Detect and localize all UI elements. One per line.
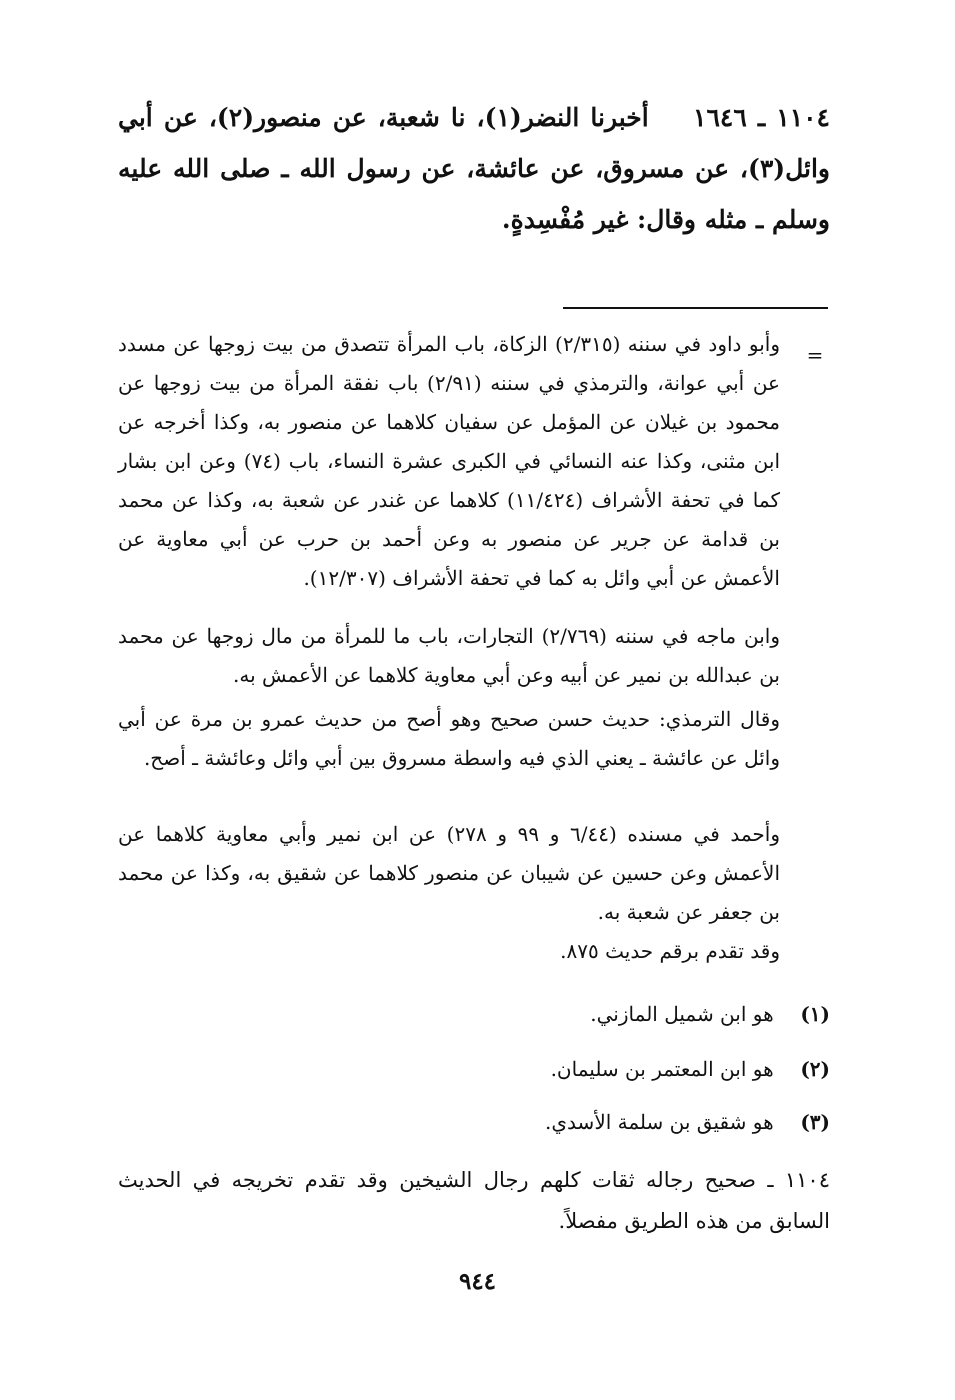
takhrij-cross-reference: وقد تقدم برقم حديث ٨٧٥.: [560, 939, 780, 963]
footnote-number: (٢): [800, 1057, 830, 1081]
hadith-text: [118, 92, 830, 245]
grading-note: ١١٠٤ ـ صحيح رجاله ثقات كلهم رجال الشيخين وقد تقدم تخريجه في الحديث السابق من هذه الطريق مفصلاً.: [118, 1168, 830, 1233]
continuation-marker: =: [806, 343, 824, 367]
takhrij-paragraph-3: وقال الترمذي: حديث حسن صحيح وهو أصح من حديث عمرو بن مرة عن أبي وائل عن عائشة ـ يعني الذي فيه واسطة مسروق بين أبي وائل وعائشة ـ أصح.: [118, 707, 780, 770]
footnote-number: (١): [800, 1002, 830, 1026]
footnote-number: (٣): [800, 1110, 830, 1134]
footnote-text: هو ابن المعتمر بن سليمان.: [550, 1057, 774, 1081]
takhrij-paragraph-2: وابن ماجه في سننه (٢/٧٦٩) التجارات، باب ما للمرأة من مال زوجها عن محمد بن عبدالله بن نمير عن أبيه وعن أبي معاوية كلاهما عن الأعمش به.: [118, 624, 780, 687]
hadith-body: أخبرنا النضر(١)، نا شعبة، عن منصور(٢)، عن أبي وائل(٣)، عن مسروق، عن عائشة، عن رسول الله ـ صلى الله عليه وسلم ـ مثله وقال: غير مُفْسِدةٍ.: [118, 103, 830, 234]
page-number: ٩٤٤: [458, 1268, 497, 1295]
footnote-3: [118, 1102, 830, 1142]
footnote-text: هو ابن شميل المازني.: [590, 1002, 774, 1026]
footnote-2: [118, 1049, 830, 1089]
takhrij-paragraph-4: [118, 815, 780, 971]
takhrij-ahmad: وأحمد في مسنده (٦/٤٤ و ٩٩ و ٢٧٨) عن ابن نمير وأبي معاوية كلاهما عن الأعمش وعن حسين عن شيبان عن منصور كلاهما عن شقيق به، وكذا عن محمد بن جعفر عن شعبة به.: [118, 822, 781, 924]
footnote-1: [118, 994, 830, 1034]
footnote-divider: [563, 307, 828, 309]
takhrij-paragraph-1: وأبو داود في سننه (٢/٣١٥) الزكاة، باب المرأة تتصدق من بيت زوجها عن مسدد عن أبي عوانة، والترمذي في سننه (٢/٩١) باب نفقة المرأة من بيت زوجها عن محمود بن غيلان عن المؤمل عن سفيان كلاهما عن منصور به، وكذا أخرجه عن ابن مثنى، وكذا عنه النسائي في الكبرى عشرة النساء، باب (٧٤) وعن ابن بشار كما في تحفة الأشراف (١١/٤٢٤) كلاهما عن غندر عن شعبة به، وكذا عن محمد بن قدامة عن جرير عن منصور به وعن أحمد بن حرب عن أبي معاوية عن الأعمش عن أبي وائل به كما في تحفة الأشراف (١٢/٣٠٧).: [118, 332, 781, 590]
footnote-text: هو شقيق بن سلمة الأسدي.: [545, 1110, 774, 1134]
hadith-number: ١١٠٤ ـ ١٦٤٦: [693, 103, 830, 132]
